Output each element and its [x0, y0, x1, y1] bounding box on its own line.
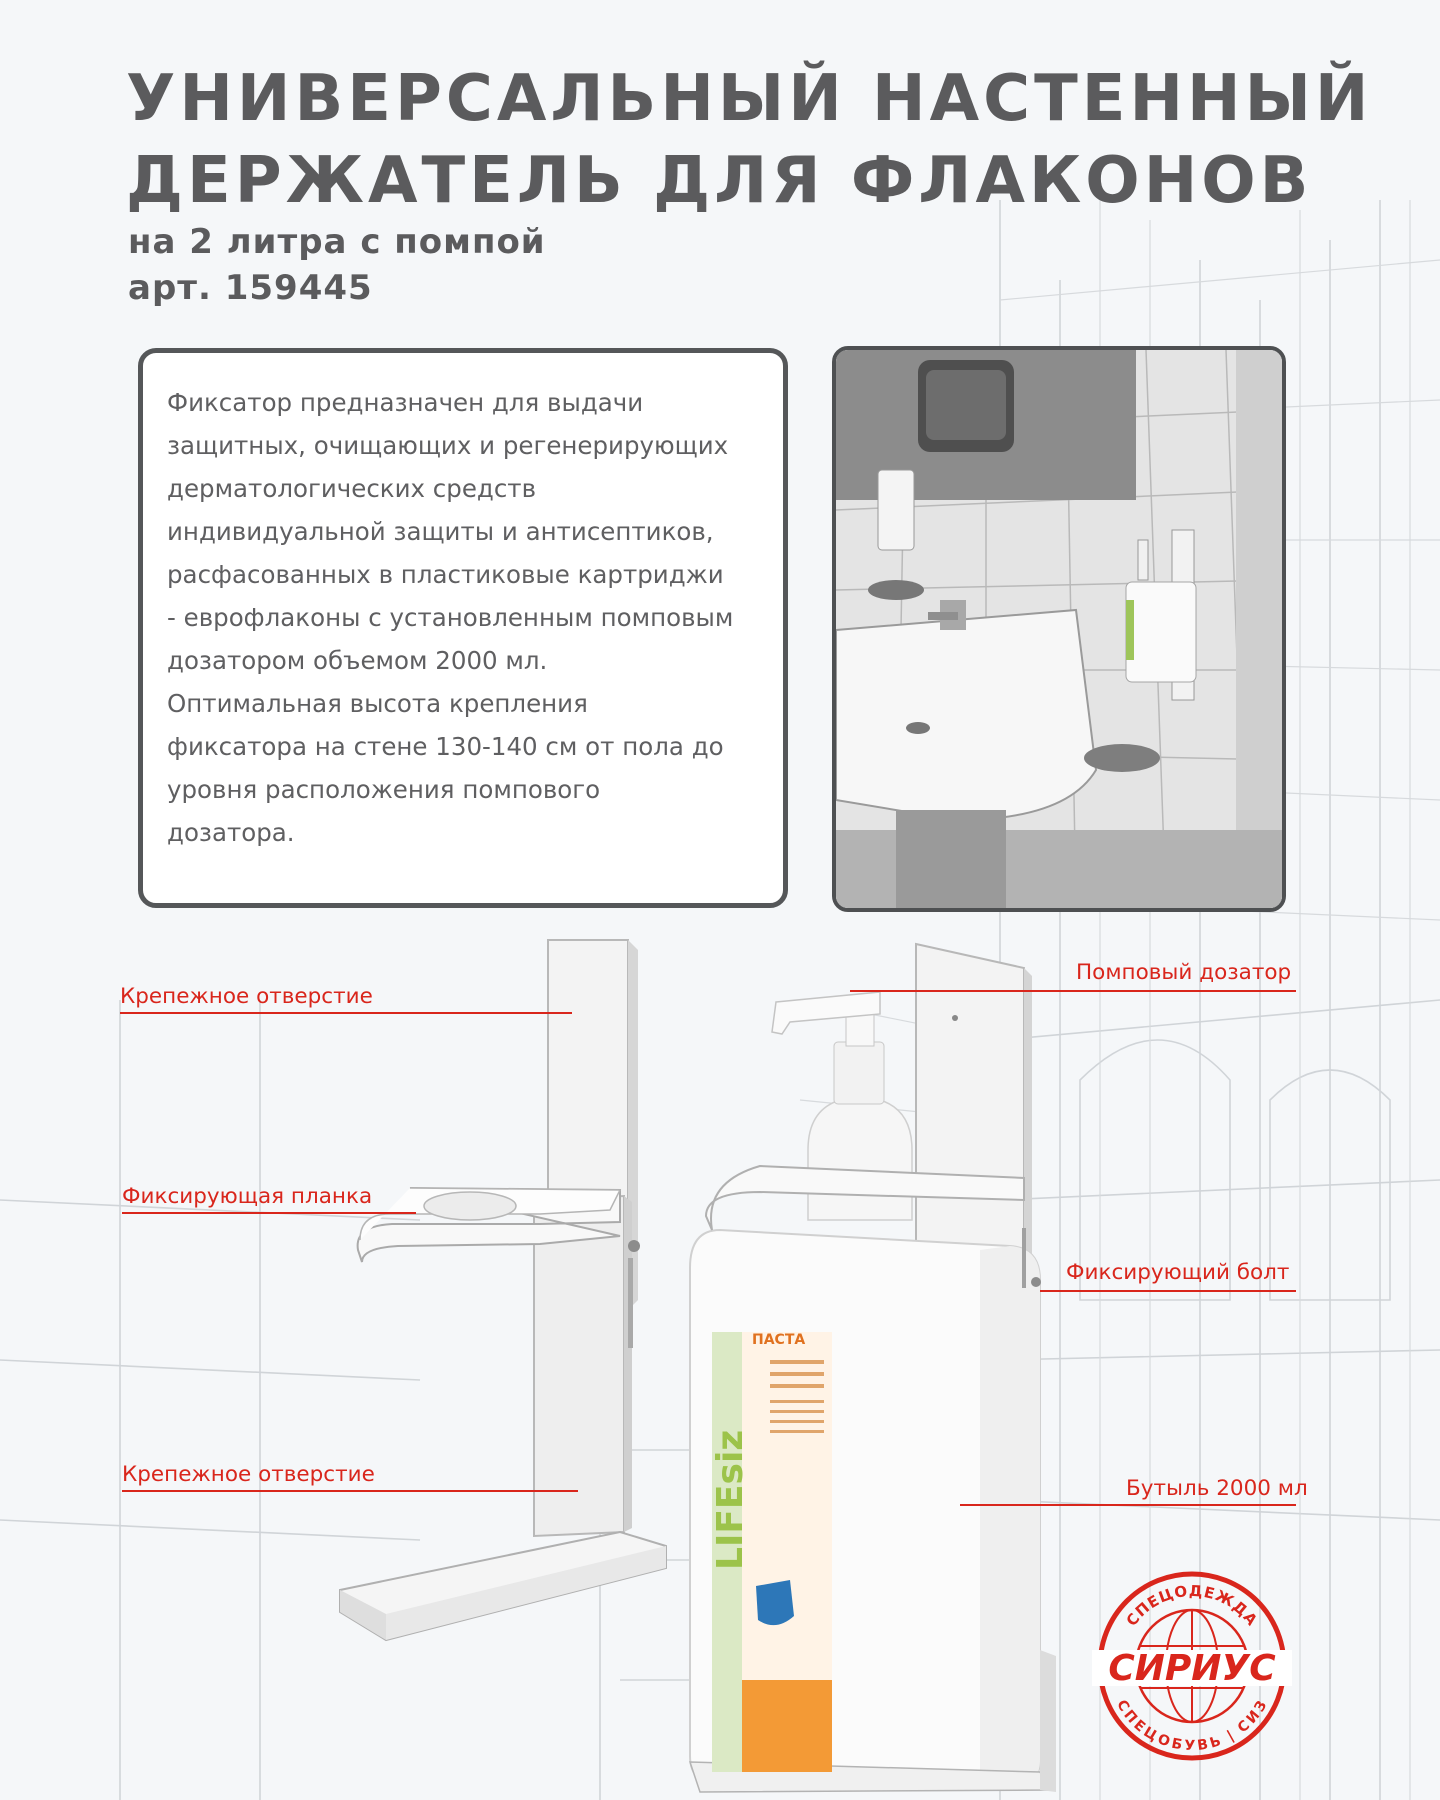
callout-line-mount-hole-top — [120, 1012, 572, 1014]
logo-ring-top: СПЕЦОДЕЖДА — [1122, 1581, 1262, 1630]
callout-pump-dispenser: Помповый дозатор — [1076, 960, 1292, 985]
subtitle-capacity: на 2 литра с помпой — [128, 222, 546, 262]
callout-line-fixing-bolt — [1040, 1290, 1296, 1292]
logo-ring-bottom: СПЕЦОБУВЬ | СИЗ — [1113, 1697, 1271, 1755]
callout-mount-hole-top: Крепежное отверстие — [120, 984, 373, 1009]
callout-mount-hole-bottom: Крепежное отверстие — [122, 1462, 375, 1487]
bottle-brand-label: LIFEsiz — [710, 1429, 751, 1570]
callout-line-bottle — [960, 1504, 1296, 1506]
callout-line-pump-dispenser — [850, 990, 1296, 992]
bottle-product-label: ПАСТА — [752, 1332, 806, 1348]
article-number: арт. 159445 — [128, 268, 373, 308]
logo-brand: СИРИУС — [1108, 1648, 1276, 1689]
holder-with-bottle — [690, 944, 1056, 1792]
empty-holder — [340, 940, 666, 1640]
callout-bottle: Бутыль 2000 мл — [1126, 1476, 1308, 1501]
sirius-logo — [1092, 1566, 1292, 1766]
callout-fixing-bar: Фиксирующая планка — [122, 1184, 373, 1209]
callout-fixing-bolt: Фиксирующий болт — [1066, 1260, 1290, 1285]
callout-line-fixing-bar — [122, 1212, 416, 1214]
description-text: Фиксатор предназначен для выдачи защитных, очищающих и регенерирующих дерматологических средств индивидуальной защиты и антисептиков, расфасованных в пластиковые картриджи - еврофлаконы с установленным помповым дозатором объемом 2000 мл. Оптимальная высота крепления фиксатора на стене 130-140 см от пола до уровня расположения помпового дозатора. — [167, 388, 734, 847]
callout-line-mount-hole-bottom — [122, 1490, 578, 1492]
title-line-2: ДЕРЖАТЕЛЬ ДЛЯ ФЛАКОНОВ — [126, 144, 1313, 218]
title-line-1: УНИВЕРСАЛЬНЫЙ НАСТЕННЫЙ — [126, 62, 1373, 136]
